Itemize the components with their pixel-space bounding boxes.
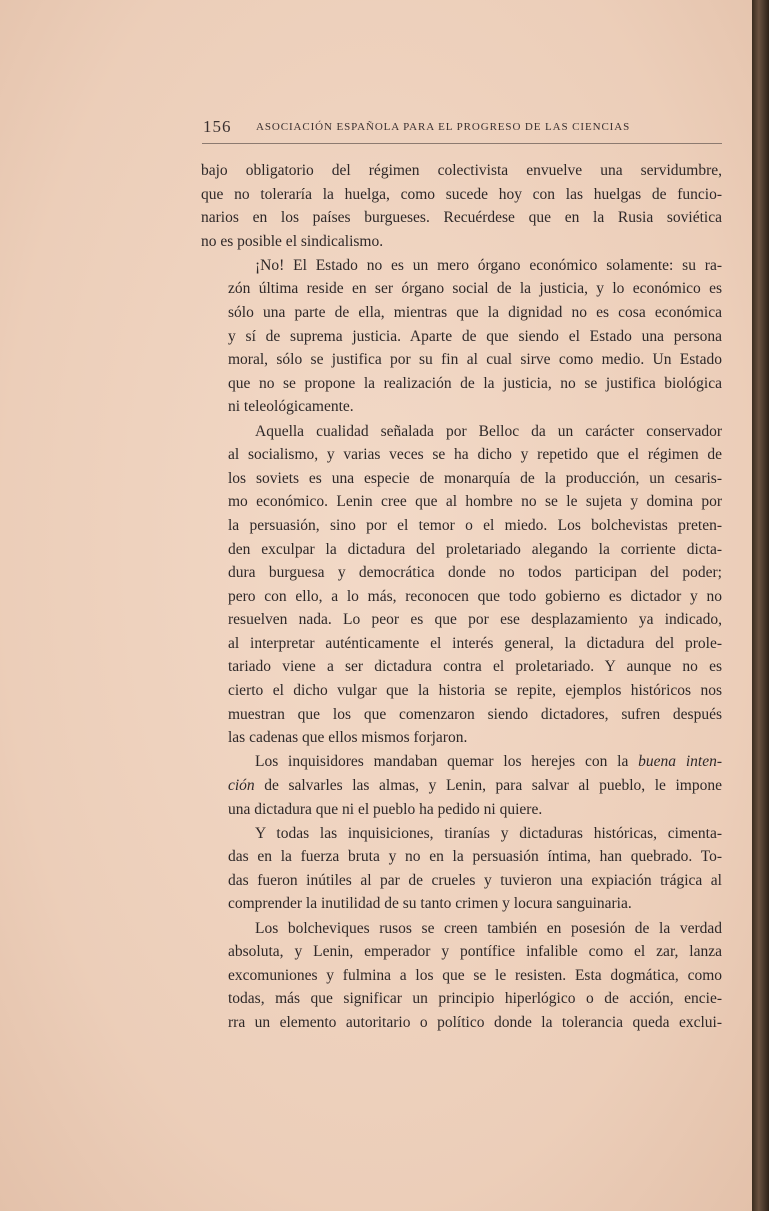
text-line: al socialismo, y varias veces se ha dicho y repetido que el régimen de [228,446,722,464]
paragraph-3 [201,420,722,750]
text-line: resuelven nada. Lo peor es que por ese desplazamiento ya indicado, [228,611,722,629]
text-line: las cadenas que ellos mismos forjaron. [228,729,468,747]
book-edge [752,0,769,1211]
text-line: Y todas las inquisiciones, tiranías y dictaduras históricas, cimenta- [255,824,722,842]
text-line: dura burguesa y democrática donde no todos participan del poder; [228,564,722,582]
text-line: al interpretar auténticamente el interés general, la dictadura del prole- [228,634,722,652]
paragraph-4 [201,750,722,821]
text-line: excomuniones y fulmina a los que se le resisten. Esta dogmática, como [228,966,722,984]
text-run: Los inquisidores mandaban quemar los herejes con la [255,753,639,771]
page-number: 156 [203,117,232,136]
text-line: que no se propone la realización de la justicia, no se justifica biológica [228,374,722,392]
text-line: den exculpar la dictadura del proletariado alegando la corriente dicta- [228,540,722,558]
text-line: pero con ello, a lo más, reconocen que todo gobierno es dictador y no [228,587,722,605]
paragraph-1 [201,159,722,253]
text-line: mo económico. Lenin cree que al hombre no se le sujeta y domina por [228,493,722,511]
italic-text: buena inten- [638,753,722,771]
paragraph-6 [201,917,722,1035]
text-line: los soviets es una especie de monarquía de la producción, un cesaris- [228,469,722,487]
text-line: bajo obligatorio del régimen colectivista envuelve una servidumbre, [201,162,722,179]
text-line: la persuasión, sino por el temor o el miedo. Los bolchevistas preten- [228,516,722,534]
text-line: rra un elemento autoritario o político donde la tolerancia queda exclui- [228,1013,722,1031]
text-line: das en la fuerza bruta y no en la persuasión íntima, han quebrado. To- [228,848,722,866]
text-line: das fueron inútiles al par de crueles y tuvieron una expiación trágica al [228,871,722,889]
text-line: todas, más que significar un principio hiperlógico o de acción, encie- [228,990,722,1008]
header-rule [202,143,722,144]
text-line: moral, sólo se justifica por su fin al cual sirve como medio. Un Estado [228,351,722,369]
text-run: de salvarles las almas, y Lenin, para salvar al pueblo, le impone [254,776,722,794]
text-line [201,750,722,774]
text-line: ¡No! El Estado no es un mero órgano económico solamente: su ra- [255,256,722,274]
text-line: zón última reside en ser órgano social de la justicia, y lo económico es [228,280,722,298]
text-line: y sí de suprema justicia. Aparte de que siendo el Estado una persona [228,327,722,345]
italic-text: ción [228,776,255,794]
text-line: narios en los países burgueses. Recuérdese que en la Rusia soviética [201,209,722,227]
text-line: muestran que los que comenzaron siendo dictadores, sufren después [228,705,722,723]
text-line: que no toleraría la huelga, como sucede hoy con las huelgas de funcio- [201,185,722,203]
text-line: tariado viene a ser dictadura contra el proletariado. Y aunque no es [228,658,722,676]
page-header [203,117,720,139]
text-line: absoluta, y Lenin, emperador y pontífice infalible como el zar, lanza [228,943,722,961]
text-line: no es posible el sindicalismo. [201,232,384,250]
body-text [201,159,722,1034]
text-line: Aquella cualidad señalada por Belloc da un carácter conservador [255,422,722,440]
text-line: cierto el dicho vulgar que la historia se repite, ejemplos históricos nos [228,682,722,700]
text-line: Los bolcheviques rusos se creen también en posesión de la verdad [255,919,722,937]
running-title: ASOCIACIÓN ESPAÑOLA PARA EL PROGRESO DE LAS CIENCIAS [256,121,631,133]
text-line: sólo una parte de ella, mientras que la dignidad no es cosa económica [228,304,722,322]
text-line: ni teleológicamente. [228,398,354,416]
paragraph-2 [201,254,722,419]
paragraph-5 [201,822,722,916]
text-line [201,774,722,798]
text-line: una dictadura que ni el pueblo ha pedido ni quiere. [228,800,543,818]
text-line: comprender la inutilidad de su tanto crimen y locura sanguinaria. [228,895,632,913]
